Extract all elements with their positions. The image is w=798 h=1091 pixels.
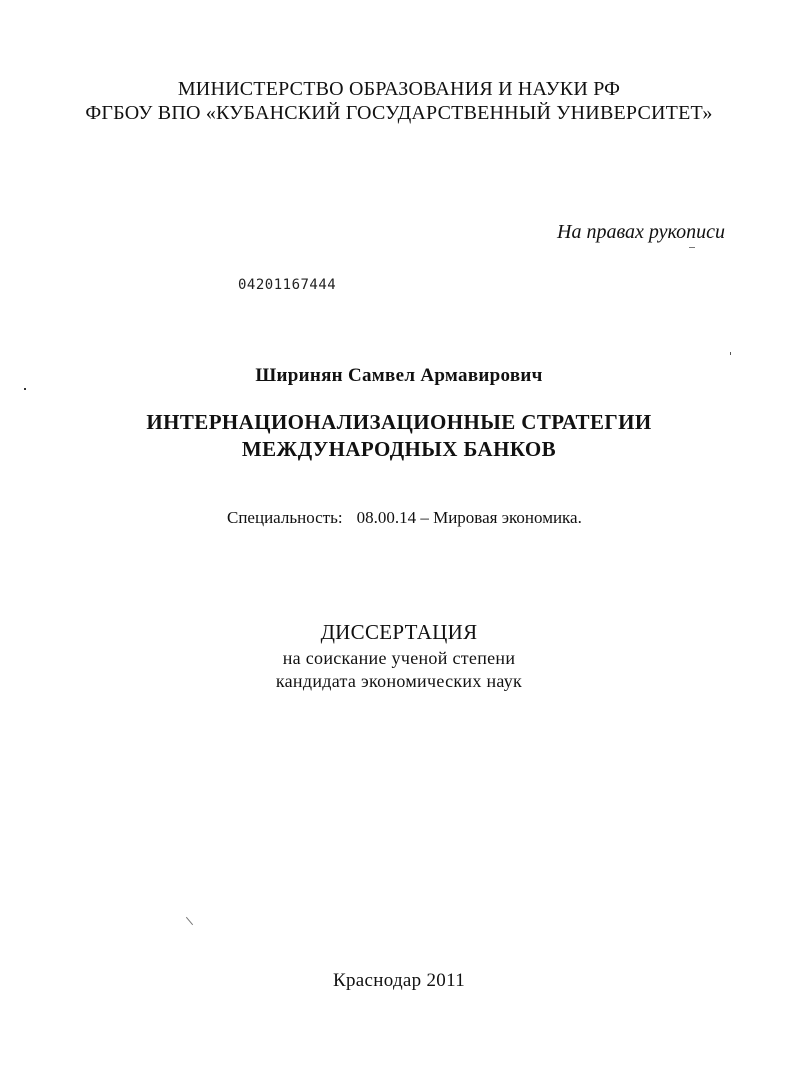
scan-artifact: [689, 247, 695, 248]
scan-artifact: [730, 352, 731, 355]
city-year: Краснодар 2011: [332, 970, 465, 991]
dissertation-heading: ДИССЕРТАЦИЯ: [320, 620, 478, 644]
thesis-title-line-1: ИНТЕРНАЦИОНАЛИЗАЦИОННЫЕ СТРАТЕГИИ: [146, 410, 652, 434]
catalog-number: 04201167444: [238, 277, 337, 293]
specialty-label: Специальность:: [227, 508, 343, 527]
manuscript-note: На правах рукописи: [557, 221, 725, 243]
degree-line-1: на соискание ученой степени: [282, 648, 516, 668]
thesis-title-line-2: МЕЖДУНАРОДНЫХ БАНКОВ: [241, 437, 557, 461]
specialty: [227, 508, 582, 528]
ministry-header: МИНИСТЕРСТВО ОБРАЗОВАНИЯ И НАУКИ РФ: [177, 78, 621, 100]
author-name: Ширинян Самвел Армавирович: [255, 365, 543, 386]
scan-artifact: [186, 917, 193, 925]
scan-artifact: [24, 388, 26, 390]
specialty-value: 08.00.14 – Мировая экономика.: [356, 508, 582, 527]
degree-line-2: кандидата экономических наук: [275, 671, 523, 691]
university-header: ФГБОУ ВПО «КУБАНСКИЙ ГОСУДАРСТВЕННЫЙ УНИВЕРСИТЕТ»: [85, 102, 713, 124]
